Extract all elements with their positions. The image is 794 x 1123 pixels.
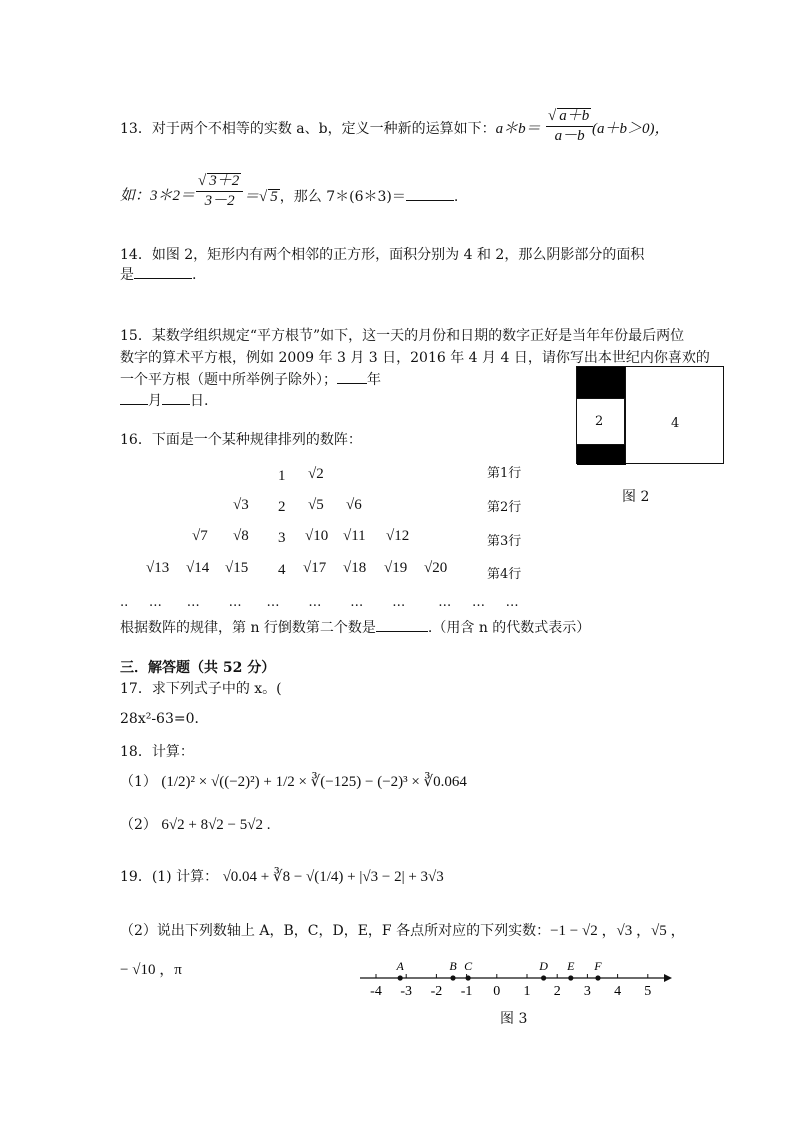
axis-tick-label: 3 bbox=[583, 984, 591, 999]
axis-tick-label: 2 bbox=[553, 984, 561, 999]
q16-answer-blank[interactable] bbox=[376, 631, 428, 632]
figure2-shade-top bbox=[577, 367, 626, 398]
matrix-cell: √10 bbox=[305, 528, 329, 544]
q19-p2-vals: −1 − √2 ，√3 ，√5 ， bbox=[550, 923, 686, 939]
q19-p1-expr: √0.04 + ∛8 − √(1/4) + |√3 − 2| + 3√3 bbox=[222, 869, 444, 885]
matrix-cell: √13 bbox=[146, 560, 170, 576]
q13-ex-num: 3＋2 bbox=[209, 173, 240, 189]
matrix-row-label: 第4行 bbox=[487, 567, 522, 582]
q13-answer-blank[interactable] bbox=[406, 200, 454, 201]
axis-point bbox=[450, 975, 455, 980]
matrix-cell: √7 bbox=[192, 528, 208, 544]
matrix-cell: √8 bbox=[233, 528, 249, 544]
matrix-cell: √20 bbox=[424, 560, 448, 576]
q18-p1-label: （1） bbox=[120, 774, 157, 790]
q19-p1-label: 19．(1) 计算： bbox=[120, 869, 219, 885]
matrix-cell: 2 bbox=[278, 499, 286, 515]
axis-tick-label: 1 bbox=[523, 984, 531, 999]
axis-point bbox=[568, 975, 573, 980]
q13-ex-den: 3－2 bbox=[204, 193, 235, 209]
number-line bbox=[356, 960, 676, 1010]
matrix-cell: √5 bbox=[308, 497, 324, 513]
axis-arrow bbox=[664, 974, 672, 982]
axis-point-label: A bbox=[396, 960, 404, 973]
q17-line1: 17．求下列式子中的 x。( bbox=[120, 681, 282, 697]
q18-part2 bbox=[120, 818, 271, 833]
q15-line3-text: 一个平方根（题中所举例子除外）； bbox=[120, 372, 337, 388]
q13-line1 bbox=[120, 122, 541, 137]
axis-tick-label: -1 bbox=[460, 984, 473, 999]
q13-ex-eq: ＝ bbox=[244, 189, 260, 205]
axis-point bbox=[541, 975, 546, 980]
matrix-cell: √15 bbox=[225, 560, 249, 576]
figure2 bbox=[576, 366, 724, 464]
axis-point-label: B bbox=[449, 960, 457, 973]
q15-year-blank[interactable] bbox=[337, 383, 367, 384]
figure2-divider bbox=[625, 367, 626, 463]
q18-p2-expr: 6√2 + 8√2 − 5√2 . bbox=[161, 817, 271, 833]
axis-point bbox=[398, 975, 403, 980]
q15-line2: 数字的算术平方根，例如 2009 年 3 月 3 日，2016 年 4 月 4 日，请你写出本世纪内你喜欢的 bbox=[120, 350, 710, 366]
q15-month-blank[interactable] bbox=[120, 404, 148, 405]
q13-ex-rest: ＝√ 5 ，那么 7＊(6＊3)＝ . bbox=[244, 189, 459, 205]
q14-line2 bbox=[120, 268, 196, 282]
q19-p2-text: （2）说出下列数轴上 A，B，C，D，E，F 各点所对应的下列实数： bbox=[120, 923, 551, 939]
axis-tick-label: 0 bbox=[493, 984, 501, 999]
q13-ex-prefix: 如：3＊2＝ bbox=[120, 188, 196, 204]
q15-month-label: 月 bbox=[148, 393, 162, 409]
q13-def-lhs: a＊b＝ bbox=[495, 121, 541, 137]
figure2-shade-bottom bbox=[577, 445, 626, 465]
q13-example bbox=[120, 189, 195, 204]
q13-ex-rad: 5 bbox=[270, 189, 278, 205]
figure3-caption: 图 3 bbox=[500, 1011, 528, 1027]
q13-text: 13．对于两个不相等的实数 a、b，定义一种新的运算如下： bbox=[120, 121, 496, 137]
q18-p2-label: （2） bbox=[120, 817, 157, 833]
matrix-cell: 3 bbox=[278, 530, 286, 546]
matrix-row-label: 第2行 bbox=[487, 500, 522, 515]
matrix-row-label: 第1行 bbox=[487, 466, 522, 481]
q13-ex-fraction: $\frac{√ 3+2}{3-2}$ bbox=[196, 173, 243, 209]
q13-def-den: a－b bbox=[554, 128, 585, 144]
q19-part2 bbox=[120, 924, 685, 939]
axis-tick-label: 5 bbox=[644, 984, 652, 999]
matrix-cell: 4 bbox=[278, 562, 286, 578]
axis-point bbox=[595, 975, 600, 980]
axis-tick-label: -2 bbox=[430, 984, 443, 999]
section3-title: 三．解答题（共 52 分） bbox=[120, 660, 276, 676]
matrix-cell: √6 bbox=[346, 497, 362, 513]
q19-part1 bbox=[120, 870, 444, 885]
q19-p2-vals2: − √10 ，π bbox=[120, 962, 182, 978]
q14-line1: 14．如图 2，矩形内有两个相邻的正方形，面积分别为 4 和 2，那么阴影部分的面积 bbox=[120, 247, 645, 263]
q16-question bbox=[120, 621, 590, 635]
matrix-cell: √17 bbox=[303, 560, 327, 576]
axis-point-label: F bbox=[594, 960, 602, 973]
matrix-cell: √19 bbox=[384, 560, 408, 576]
q13-def-cond: (a＋b＞0)， bbox=[592, 121, 670, 137]
q18-part1 bbox=[120, 775, 467, 790]
matrix-cell: √18 bbox=[343, 560, 367, 576]
matrix-row-label: 第3行 bbox=[487, 534, 522, 549]
axis-point-label: E bbox=[567, 960, 575, 973]
q15-line1: 15．某数学组织规定“平方根节”如下，这一天的月份和日期的数字正好是当年年份最后两位 bbox=[120, 328, 685, 344]
axis-tick-label: 4 bbox=[614, 984, 622, 999]
axis-point-label: D bbox=[539, 960, 548, 973]
q14-answer-blank[interactable] bbox=[134, 278, 192, 279]
matrix-cell: √3 bbox=[233, 497, 249, 513]
axis-point bbox=[466, 975, 471, 980]
figure2-large-label: 4 bbox=[671, 416, 680, 431]
axis-tick-label: -4 bbox=[370, 984, 382, 999]
q15-year-label: 年 bbox=[367, 372, 381, 388]
q15-day-blank[interactable] bbox=[162, 404, 190, 405]
q14-end: . bbox=[192, 267, 197, 283]
matrix-cell: √11 bbox=[343, 528, 366, 544]
q13-def-fraction: $\frac{√ a+b}{a-b}$ bbox=[546, 108, 593, 144]
q13-end: . bbox=[453, 189, 459, 205]
q18-title: 18．计算： bbox=[120, 744, 194, 760]
q15-day-label: 日. bbox=[190, 393, 209, 409]
q15-line3 bbox=[120, 373, 381, 387]
q16-question-end: .（用含 n 的代数式表示） bbox=[427, 620, 591, 636]
q15-line4 bbox=[120, 394, 208, 408]
matrix-cell: √2 bbox=[308, 466, 324, 482]
q13-ex-tail: ，那么 7＊(6＊3)＝ bbox=[279, 189, 406, 205]
axis-point-label: C bbox=[464, 960, 473, 973]
q14-line2-text: 是 bbox=[120, 267, 134, 283]
q13-def-num: a＋b bbox=[559, 108, 590, 124]
q17-eq: 28x²-63=0． bbox=[120, 711, 209, 727]
matrix-cell: √12 bbox=[386, 528, 410, 544]
figure2-caption: 图 2 bbox=[622, 489, 650, 505]
q16-intro: 16．下面是一个某种规律排列的数阵： bbox=[120, 432, 362, 448]
q18-p1-expr: (1/2)² × √((−2)²) + 1/2 × ∛(−125) − (−2)³ × ∛0.064 bbox=[161, 774, 467, 790]
figure2-small-label: 2 bbox=[595, 414, 604, 429]
matrix-cell: 1 bbox=[278, 468, 286, 484]
q16-question-text: 根据数阵的规律，第 n 行倒数第二个数是 bbox=[120, 620, 376, 636]
matrix-cell: √14 bbox=[186, 560, 210, 576]
matrix-ellipsis-row: .. … … … … … … … … … … bbox=[120, 595, 519, 610]
axis-tick-label: -3 bbox=[400, 984, 413, 999]
